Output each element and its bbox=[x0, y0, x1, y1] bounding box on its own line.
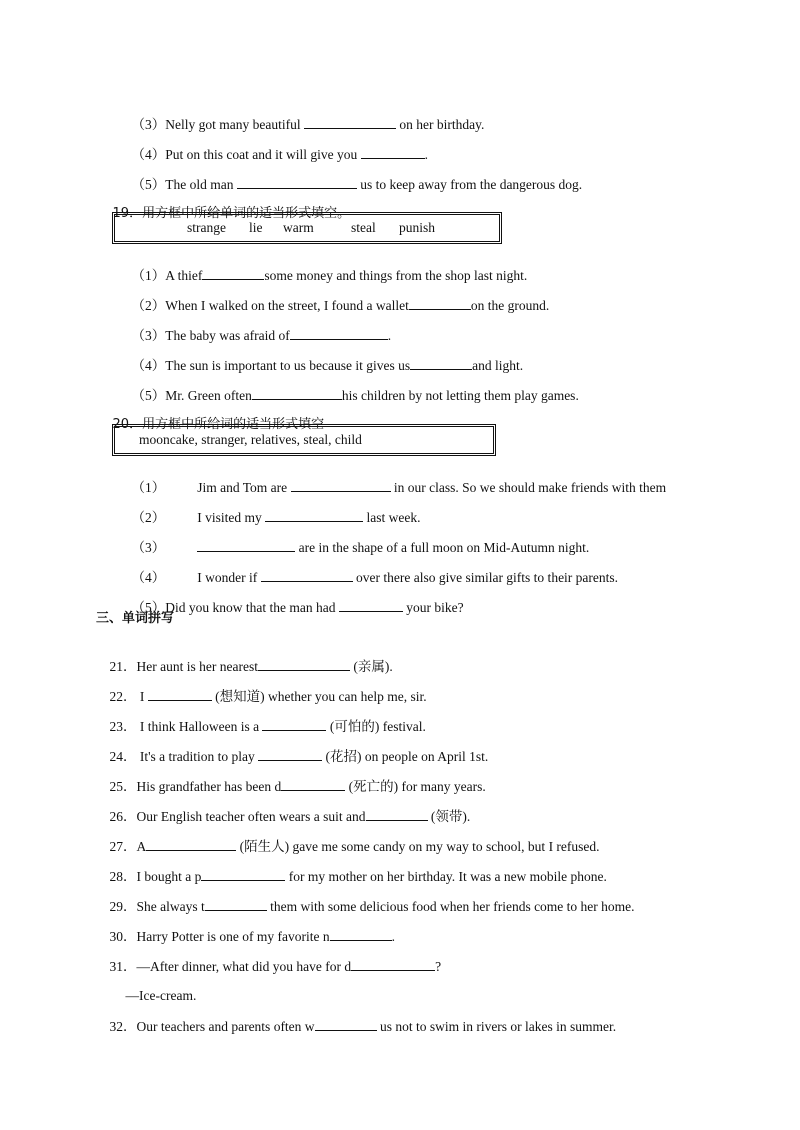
word-box-item: mooncake, stranger, relatives, steal, child bbox=[139, 432, 362, 447]
word-box-item: warm bbox=[283, 220, 314, 235]
spelling-item-26: 26．Our English teacher often wears a suit and (领带). bbox=[109, 809, 471, 824]
q18-item-5: （5）The old man us to keep away from the dangerous dog. bbox=[131, 177, 583, 192]
spelling-item-29: 29．She always t them with some delicious food when her friends come to her home. bbox=[109, 899, 635, 914]
spelling-item-32: 32．Our teachers and parents often w us not to swim in rivers or lakes in summer. bbox=[109, 1019, 617, 1034]
word-box-item: steal bbox=[351, 220, 376, 235]
spelling-item-30: 30．Harry Potter is one of my favorite n . bbox=[109, 929, 395, 944]
q19-item-2: （2）When I walked on the street, I found a wallet on the ground. bbox=[131, 298, 550, 313]
word-box-item: lie bbox=[249, 220, 263, 235]
spelling-item-22: 22． I (想知道) whether you can help me, sir. bbox=[109, 689, 427, 704]
word-box-item: strange bbox=[187, 220, 226, 235]
answer-blank[interactable] bbox=[315, 1017, 377, 1031]
spelling-item-28: 28．I bought a p for my mother on her birthday. It was a new mobile phone. bbox=[109, 869, 607, 884]
q20-item-4: （4） I wonder if over there also give similar gifts to their parents. bbox=[131, 570, 619, 585]
answer-blank[interactable] bbox=[409, 296, 471, 310]
answer-blank[interactable] bbox=[351, 957, 435, 971]
answer-blank[interactable] bbox=[339, 598, 403, 612]
spelling-item-24: 24． It's a tradition to play (花招) on people on April 1st. bbox=[109, 749, 489, 764]
q20-item-5: （5）Did you know that the man had your bike? bbox=[131, 600, 464, 615]
q18-item-3: （3）Nelly got many beautiful on her birthday. bbox=[131, 117, 485, 132]
q19-item-1: （1）A thief some money and things from the shop last night. bbox=[131, 268, 528, 283]
spelling-item-25: 25．His grandfather has been d (死亡的) for many years. bbox=[109, 779, 486, 794]
spelling-item-31-answer: —Ice-cream. bbox=[125, 988, 197, 1003]
spelling-item-23: 23． I think Halloween is a (可怕的) festival. bbox=[109, 719, 426, 734]
q19-word-box bbox=[112, 212, 502, 244]
q18-item-4: （4）Put on this coat and it will give you . bbox=[131, 147, 428, 162]
q20-word-box bbox=[112, 424, 496, 456]
q20-item-1: （1） Jim and Tom are in our class. So we should make friends with them bbox=[131, 480, 667, 495]
spelling-item-27: 27．A (陌生人) gave me some candy on my way to school, but I refused. bbox=[109, 839, 600, 854]
spelling-item-21: 21．Her aunt is her nearest (亲属). bbox=[109, 659, 393, 674]
spelling-item-31: 31．—After dinner, what did you have for d ? bbox=[109, 959, 442, 974]
q19-item-3: （3）The baby was afraid of . bbox=[131, 328, 392, 343]
q20-heading: 20．用方框中所给词的适当形式填空 bbox=[112, 417, 325, 432]
word-box-item: punish bbox=[399, 220, 436, 235]
q20-item-2: （2） I visited my last week. bbox=[131, 510, 421, 525]
q20-item-3: （3） are in the shape of a full moon on Mid-Autumn night. bbox=[131, 540, 590, 555]
q19-heading: 19．用方框中所给单词的适当形式填空。 bbox=[112, 206, 351, 221]
q19-item-5: （5）Mr. Green often his children by not letting them play games. bbox=[131, 388, 579, 403]
section-title: 三、单词拼写 bbox=[96, 611, 175, 626]
q19-item-4: （4）The sun is important to us because it gives us and light. bbox=[131, 358, 524, 373]
